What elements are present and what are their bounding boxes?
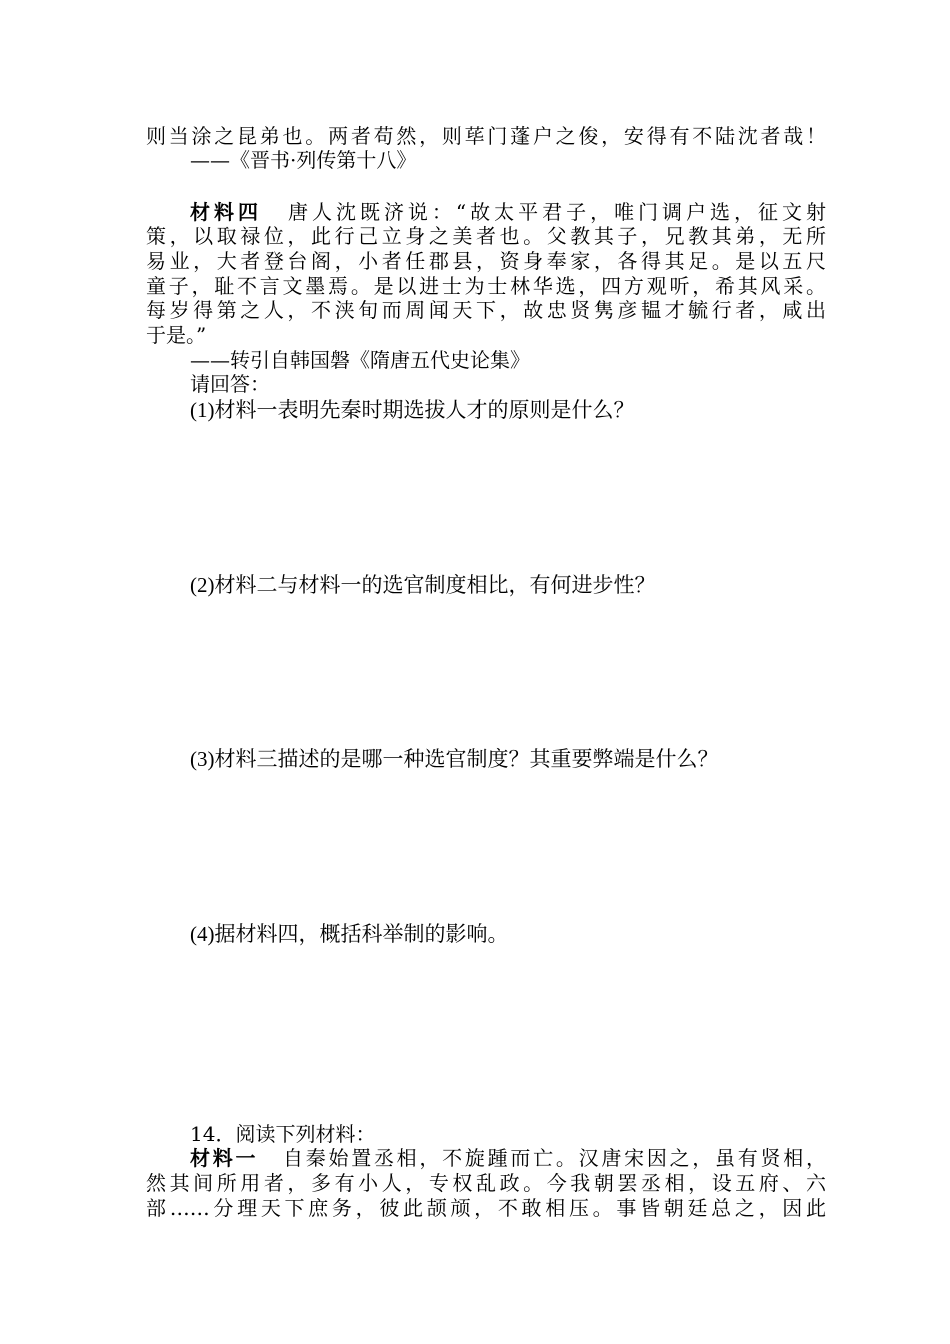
material4-text: 唐人沈既济说：“故太平君子，唯门调户选，征文射 [283, 200, 827, 224]
material4-line-2: 策，以取禄位，此行己立身之美者也。父教其子，兄教其弟，无所 [146, 224, 826, 248]
material4-label: 材料四 [190, 200, 262, 224]
material3-tail-line: 则当涂之昆弟也。两者苟然，则荜门蓬户之俊，安得有不陆沈者哉！ [146, 124, 826, 148]
question-1: (1)材料一表明先秦时期选拔人才的原则是什么？ [190, 398, 635, 422]
answer-prompt: 请回答： [190, 372, 270, 396]
question-4: (4)据材料四，概括科举制的影响。 [190, 922, 509, 946]
q14-material1-line-2: 然其间所用者，多有小人，专权乱政。今我朝罢丞相，设五府、六 [146, 1171, 826, 1195]
q14-material1-text: 自秦始置丞相，不旋踵而亡。汉唐宋因之，虽有贤相， [280, 1146, 827, 1170]
material4-line-3: 易业，大者登台阁，小者任郡县，资身奉家，各得其足。是以五尺 [146, 249, 826, 273]
q14-heading: 14．阅读下列材料： [190, 1122, 376, 1146]
material4-line-4: 童子，耻不言文墨焉。是以进士为士林华选，四方观听，希其风采。 [146, 274, 826, 298]
question-3: (3)材料三描述的是哪一种选官制度？其重要弊端是什么？ [190, 747, 719, 771]
material4-line-1 [190, 200, 826, 224]
material4-source: ——转引自韩国磐《隋唐五代史论集》 [190, 348, 530, 372]
q14-material1-line-1 [190, 1146, 826, 1170]
q14-material1-line-3: 部……分理天下庶务，彼此颉颃，不敢相压。事皆朝廷总之，因此 [146, 1196, 826, 1220]
material4-line-6: 于是。” [146, 323, 207, 347]
material3-source: ——《晋书·列传第十八》 [190, 148, 417, 172]
q14-material1-label: 材料一 [190, 1146, 259, 1170]
material4-line-5: 每岁得第之人，不浃旬而周闻天下，故忠贤隽彦韫才毓行者，咸出 [146, 298, 826, 322]
question-2: (2)材料二与材料一的选官制度相比，有何进步性？ [190, 573, 656, 597]
